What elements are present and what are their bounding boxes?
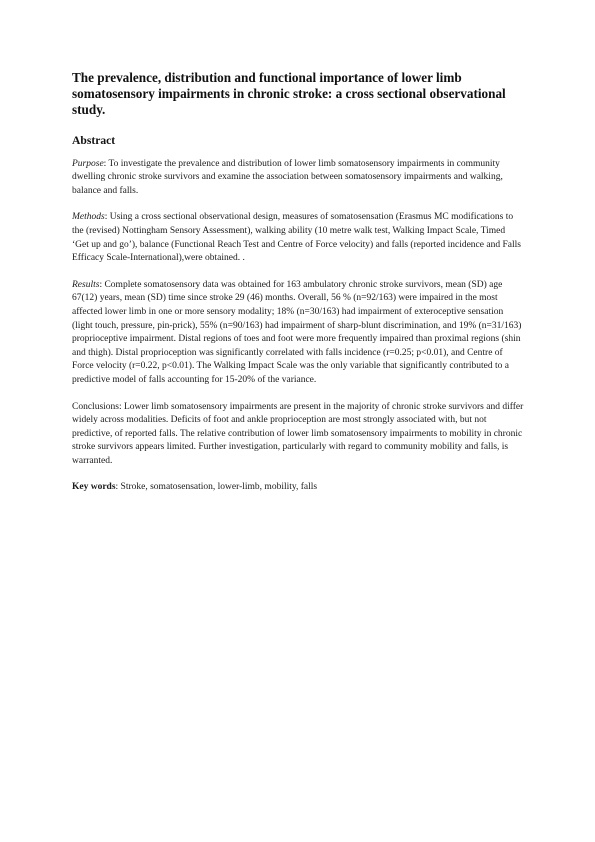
conclusions-text: Conclusions: Lower limb somatosensory impairments are present in the majority of chronic stroke survivors and differ widely across modalities. Deficits of foot and ankle proprioception are most strongly associated with, but not predictive, of reported falls. The relative contribution of lower limb somatosensory impairments to mobility in chronic stroke survivors appears limited. Further investigation, particularly with regard to community mobility and falls, is warranted. [72, 401, 524, 466]
methods-label: Methods [72, 212, 105, 223]
keywords-line [72, 481, 524, 495]
abstract-heading: Abstract [72, 133, 116, 147]
purpose-label: Purpose [72, 158, 104, 169]
paper-title: The prevalence, distribution and functional importance of lower limb somatosensory impairments in chronic stroke: a cross sectional observational study. [72, 70, 506, 118]
paper-page [72, 70, 524, 495]
abstract-conclusions [72, 401, 524, 469]
abstract-results [72, 279, 524, 388]
results-label: Results [72, 279, 100, 290]
methods-text: : Using a cross sectional observational design, measures of somatosensation (Erasmus MC modifications to the (revised) Nottingham Sensory Assessment), walking ability (10 metre walk test, Walking Impact Scale, Timed ‘Get up and go’), balance (Functional Reach Test and Centre of Force velocity) and falls (reported incidence and Falls Efficacy Scale-International),were obtained. . [72, 212, 521, 264]
abstract-purpose [72, 158, 524, 199]
purpose-text: : To investigate the prevalence and distribution of lower limb somatosensory impairments in community dwelling chronic stroke survivors and examine the association between somatosensory impairments and walking, balance and falls. [72, 158, 503, 196]
results-text: : Complete somatosensory data was obtained for 163 ambulatory chronic stroke survivors, mean (SD) age 67(12) years, mean (SD) time since stroke 29 (46) months. Overall, 56 % (n=92/163) were impaired in the most affected lower limb in one or more sensory modality; 18% (n=30/163) had impairment of exteroceptive sensation (light touch, pressure, pin-prick), 55% (n=90/163) had impairment of sharp-blunt discrimination, and 19% (n=31/163) proprioceptive impairment. Distal regions of toes and foot were more frequently impaired than proximal regions (shin and thigh). Distal proprioception was significantly correlated with falls incidence (r=0.25; p<0.01), and Centre of Force velocity (r=0.22, p<0.01). The Walking Impact Scale was the only variable that significantly contributed to a predictive model of falls accounting for 15-20% of the variance. [72, 279, 522, 385]
keywords-text: : Stroke, somatosensation, lower-limb, mobility, falls [115, 482, 318, 493]
abstract-methods [72, 211, 524, 265]
keywords-label: Key words [72, 482, 116, 493]
